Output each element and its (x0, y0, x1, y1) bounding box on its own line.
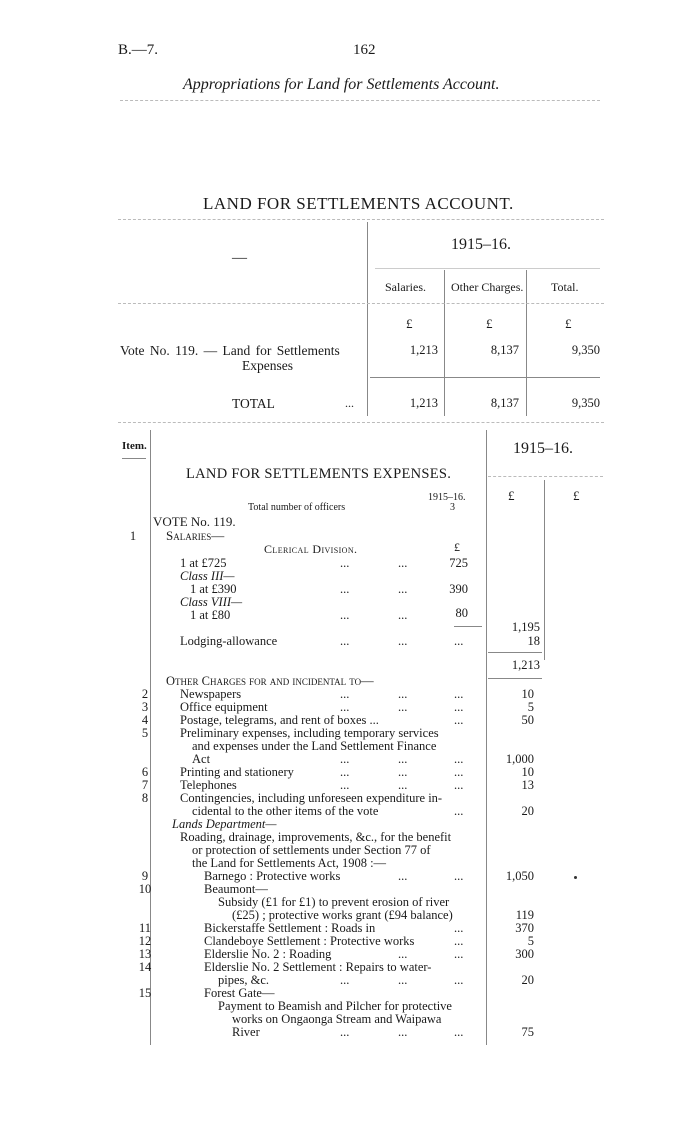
item-number: 11 (138, 921, 152, 935)
dots: ... (454, 778, 464, 792)
col-other-header: Other Charges. (451, 280, 524, 294)
salaries-total: 1,213 (511, 658, 540, 672)
salaries-heading: Salaries— (166, 528, 225, 543)
item-number: 14 (138, 960, 152, 974)
line-amount: 50 (521, 713, 534, 727)
officers-label: Total number of officers (248, 502, 346, 513)
line-amount: 119 (515, 908, 534, 922)
total-other: 8,137 (490, 396, 519, 410)
dots: ... (340, 752, 350, 766)
dots: ... (398, 634, 408, 648)
salary-line-725: 1 at £725 (180, 556, 227, 570)
roading-text-3: the Land for Settlements Act, 1908 :— (192, 856, 387, 870)
dots: ... (454, 700, 464, 714)
other-charges-heading: Other Charges for and incidental to— (166, 674, 374, 688)
salary-currency: £ (454, 540, 460, 554)
amount-col-mid (544, 480, 545, 660)
line-amount: 1,050 (505, 869, 534, 883)
total-label: TOTAL (232, 396, 275, 411)
item-number: 8 (141, 791, 149, 805)
detail-year: 1915–16. (513, 440, 573, 457)
item-number: 6 (141, 765, 149, 779)
dots: ... (398, 687, 408, 701)
document-reference: B.—7. (118, 42, 159, 58)
line-item-cont: River (232, 1025, 260, 1039)
line-amount: 20 (521, 804, 534, 818)
line-item-cont: Subsidy (£1 for £1) to prevent erosion of river (218, 895, 450, 909)
item-header-rule (122, 458, 146, 459)
dots: ... (340, 700, 350, 714)
line-amount: 370 (515, 921, 534, 935)
line-item-cont: and expenses under the Land Settlement Finance (192, 739, 437, 753)
vote-other: 8,137 (490, 343, 519, 357)
dots: ... (454, 713, 464, 727)
line-item: Clandeboye Settlement : Protective works (204, 934, 415, 948)
dots: ... (454, 1025, 464, 1039)
currency-total: £ (565, 316, 572, 331)
col-salaries-header: Salaries. (385, 280, 426, 294)
dots: ... (340, 973, 350, 987)
line-amount: 5 (527, 934, 534, 948)
salaries-divider (444, 270, 445, 416)
dots: ... (340, 608, 350, 622)
officers-count: 3 (450, 502, 455, 513)
year-underline (375, 268, 600, 269)
item-number: 7 (141, 778, 149, 792)
line-amount: 300 (515, 947, 534, 961)
dots: ... (454, 804, 464, 818)
line-item: Elderslie No. 2 Settlement : Repairs to water- (204, 960, 432, 974)
item-number: 9 (141, 869, 149, 883)
amount-col-left (486, 430, 487, 1045)
line-amount: 10 (521, 765, 534, 779)
total-dots: ... (345, 396, 354, 410)
dots: ... (340, 1025, 350, 1039)
dots: ... (340, 582, 350, 596)
class-iii: Class III— (180, 569, 235, 583)
line-item: Office equipment (180, 700, 268, 714)
dots: ... (398, 608, 408, 622)
vote-label-cont: Expenses (242, 358, 293, 373)
dots: ... (340, 556, 350, 570)
line-item: Barnego : Protective works (204, 869, 341, 883)
line-item: Telephones (180, 778, 237, 792)
dots: ... (398, 869, 408, 883)
salary-line-80: 1 at £80 (190, 608, 231, 622)
lands-department-heading: Lands Department— (172, 817, 277, 831)
ink-dot (574, 876, 577, 879)
dots: ... (340, 687, 350, 701)
officers-year: 1915–16. (428, 492, 466, 503)
running-title: Appropriations for Land for Settlements Account. (183, 76, 500, 93)
item-number: 5 (141, 726, 149, 740)
line-amount: 20 (521, 973, 534, 987)
salary-sum-rule (454, 626, 482, 627)
class-viii: Class VIII— (180, 595, 243, 609)
dots: ... (398, 778, 408, 792)
line-item-cont: (£25) ; protective works grant (£94 balance) (232, 908, 453, 922)
stub-dash: — (232, 250, 247, 266)
line-item-cont: works on Ongaonga Stream and Waipawa (232, 1012, 442, 1026)
item-number: 2 (141, 687, 149, 701)
salaries-total-rule-top (488, 652, 542, 653)
line-item: Contingencies, including unforeseen expenditure in- (180, 791, 443, 805)
other-divider (526, 270, 527, 416)
salary-value-390: 390 (449, 582, 468, 596)
line-item: Newspapers (180, 687, 242, 701)
item-column-header: Item. (122, 440, 147, 452)
dots: ... (398, 765, 408, 779)
item-number: 4 (141, 713, 149, 727)
dots: ... (454, 921, 464, 935)
line-item-cont: pipes, &c. (218, 973, 270, 987)
line-item: Preliminary expenses, including temporary services (180, 726, 439, 740)
clerical-division: Clerical Division. (264, 542, 358, 556)
dots: ... (454, 869, 464, 883)
line-item-cont: Payment to Beamish and Pilcher for protective (218, 999, 452, 1013)
salary-value-80: 80 (455, 606, 468, 620)
item-number: 10 (138, 882, 152, 896)
summary-top-rule (118, 219, 604, 220)
salary-subtotal: 1,195 (511, 620, 540, 634)
dots: ... (398, 582, 408, 596)
dots: ... (454, 752, 464, 766)
dots: ... (454, 947, 464, 961)
line-item: Bickerstaffe Settlement : Roads in (204, 921, 376, 935)
line-amount: 10 (521, 687, 534, 701)
salary-line-390: 1 at £390 (190, 582, 237, 596)
dots: ... (340, 778, 350, 792)
item-number: 3 (141, 700, 149, 714)
summary-year: 1915–16. (451, 236, 511, 253)
item-number: 15 (138, 986, 152, 1000)
dots: ... (398, 947, 408, 961)
col-total-header: Total. (551, 280, 579, 294)
dots: ... (398, 752, 408, 766)
summary-bottom-rule (118, 422, 604, 423)
dots: ... (340, 634, 350, 648)
detail-currency-1: £ (508, 488, 515, 503)
salary-value-725: 725 (449, 556, 468, 570)
line-item: Beaumont— (204, 882, 268, 896)
detail-year-rule (488, 476, 603, 477)
item-number: 13 (138, 947, 152, 961)
dots: ... (454, 634, 464, 648)
vote-total: 9,350 (571, 343, 600, 357)
dots: ... (398, 1025, 408, 1039)
dots: ... (398, 556, 408, 570)
roading-text-1: Roading, drainage, improvements, &c., for the benefit (180, 830, 452, 844)
lodging-value: 18 (527, 634, 540, 648)
dots: ... (398, 973, 408, 987)
dots: ... (340, 765, 350, 779)
vote-heading: VOTE No. 119. (153, 514, 236, 529)
section-title: LAND FOR SETTLEMENTS EXPENSES. (186, 466, 452, 482)
line-item: Elderslie No. 2 : Roading (204, 947, 332, 961)
dots: ... (454, 765, 464, 779)
line-item: Postage, telegrams, and rent of boxes ... (180, 713, 379, 727)
summary-col-divider (367, 222, 368, 416)
vote-label: Vote No. 119. — Land for Settlements (120, 343, 340, 358)
vote-salaries: 1,213 (409, 343, 438, 357)
item-number-1: 1 (129, 529, 137, 543)
dots: ... (454, 687, 464, 701)
currency-salaries: £ (406, 316, 413, 331)
total-rule (370, 377, 600, 378)
total-salaries: 1,213 (409, 396, 438, 410)
header-bottom-rule (118, 303, 604, 304)
line-amount: 13 (521, 778, 534, 792)
line-item: Printing and stationery (180, 765, 294, 779)
line-item-cont: cidental to the other items of the vote (192, 804, 379, 818)
detail-currency-2: £ (573, 488, 580, 503)
dots: ... (398, 700, 408, 714)
line-item: Forest Gate— (204, 986, 275, 1000)
summary-title: LAND FOR SETTLEMENTS ACCOUNT. (203, 194, 514, 213)
currency-other: £ (486, 316, 493, 331)
roading-text-2: or protection of settlements under Section 77 of (192, 843, 431, 857)
lodging-allowance: Lodging-allowance (180, 634, 278, 648)
item-number: 12 (138, 934, 152, 948)
line-amount: 5 (527, 700, 534, 714)
total-total: 9,350 (571, 396, 600, 410)
line-amount: 1,000 (505, 752, 534, 766)
salaries-total-rule-bottom (488, 678, 542, 679)
dots: ... (454, 934, 464, 948)
header-rule (120, 100, 600, 101)
dots: ... (454, 973, 464, 987)
line-amount: 75 (521, 1025, 534, 1039)
line-item-cont: Act (192, 752, 211, 766)
page-number: 162 (353, 42, 376, 58)
